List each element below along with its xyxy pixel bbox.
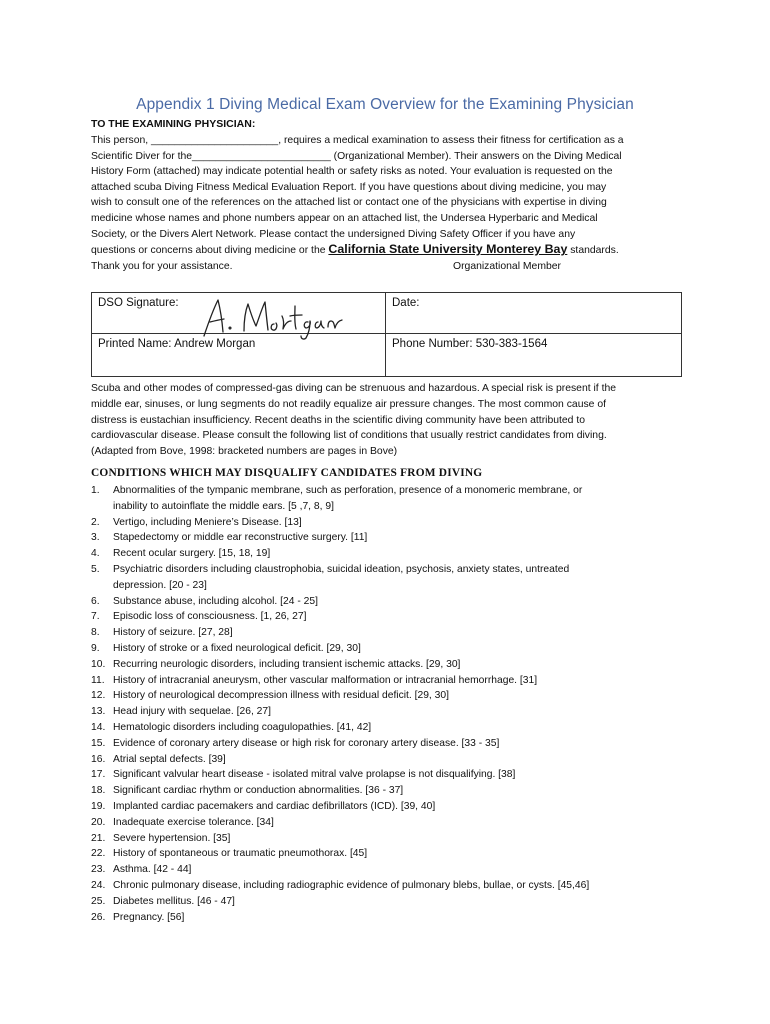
condition-number: 25. [91,895,106,907]
handwritten-signature [198,294,348,340]
condition-number: 4. [91,548,100,560]
condition-text: Pregnancy. [56] [113,911,185,923]
thank-you-text: Thank you for your assistance. [91,260,233,272]
condition-number: 12. [91,690,106,702]
intro-last-pre: questions or concerns about diving medicine or the [91,245,329,257]
condition-item [91,594,691,610]
condition-text: History of spontaneous or traumatic pneumothorax. [45] [113,848,368,860]
condition-item [91,704,691,720]
condition-text: Severe hypertension. [35] [113,832,231,844]
condition-text: Recent ocular surgery. [15, 18, 19] [113,548,271,560]
condition-item [91,752,691,768]
condition-item [91,862,691,878]
condition-text: Psychiatric disorders including claustrophobia, suicidal ideation, psychosis, anxiety states, untreated [113,563,570,575]
condition-number: 21. [91,832,106,844]
condition-number: 18. [91,785,106,797]
condition-text: Episodic loss of consciousness. [1, 26, 27] [113,611,307,623]
condition-text-continued: inability to autoinflate the middle ears. [5 ,7, 8, 9] [113,500,334,512]
intro-line: This person, ______________________, requires a medical examination to assess their fitness for certification as a [91,135,624,146]
condition-number: 15. [91,737,106,749]
condition-item [91,831,691,847]
condition-item [91,910,691,926]
printed-name: Printed Name: Andrew Morgan [98,338,256,350]
condition-text: History of neurological decompression illness with residual deficit. [29, 30] [113,690,449,702]
condition-number: 7. [91,611,100,623]
intro-paragraph [91,133,691,274]
thank-you-row [91,259,691,275]
condition-item [91,515,691,531]
condition-text: Abnormalities of the tympanic membrane, such as perforation, presence of a monomeric membrane, or [113,485,583,496]
condition-text: History of intracranial aneurysm, other vascular malformation or intracranial hemorrhage. [31] [113,674,538,686]
intro-line: wish to consult one of the references on the attached list or contact one of the physicians with expertise in diving [91,197,607,209]
risk-line: Scuba and other modes of compressed-gas diving can be strenuous and hazardous. A special risk is present if the [91,383,617,394]
condition-item [91,688,691,704]
condition-number: 17. [91,769,106,781]
condition-number: 26. [91,911,106,923]
condition-item [91,799,691,815]
condition-item [91,894,691,910]
condition-item [91,609,691,625]
risk-paragraph [91,381,691,460]
phone-number: Phone Number: 530-383-1564 [392,338,548,350]
condition-item [91,530,691,546]
intro-line: Society, or the Divers Alert Network. Please contact the undersigned Diving Safety Officer if you have any [91,228,576,240]
condition-item [91,673,691,689]
condition-number: 6. [91,595,100,607]
condition-text: Significant valvular heart disease - isolated mitral valve prolapse is not disqualifying. [38] [113,769,516,781]
intro-last-line [91,242,691,259]
condition-text: Implanted cardiac pacemakers and cardiac defibrillators (ICD). [39, 40] [113,800,436,812]
condition-number: 2. [91,516,100,528]
condition-item [91,878,691,894]
condition-item [91,657,691,673]
dso-signature-label: DSO Signature: [98,297,179,309]
conditions-list [91,483,691,925]
condition-number: 23. [91,864,106,876]
condition-item [91,720,691,736]
intro-line: attached scuba Diving Fitness Medical Evaluation Report. If you have questions about diving medicine, you may [91,181,607,193]
condition-text: Significant cardiac rhythm or conduction abnormalities. [36 - 37] [113,785,404,797]
condition-text: Recurring neurologic disorders, including transient ischemic attacks. [29, 30] [113,658,461,670]
condition-item [91,767,691,783]
condition-text: Chronic pulmonary disease, including radiographic evidence of pulmonary blebs, bullae, or cysts. [45,46] [113,879,590,891]
condition-text: Inadequate exercise tolerance. [34] [113,816,274,828]
condition-number: 16. [91,753,106,765]
condition-item [91,641,691,657]
condition-text: Vertigo, including Meniere’s Disease. [13] [113,516,302,528]
condition-item [91,546,691,562]
org-member-label: Organizational Member [453,260,561,272]
condition-item [91,625,691,641]
condition-number: 14. [91,721,106,733]
condition-number: 8. [91,627,100,639]
condition-text: Substance abuse, including alcohol. [24 - 25] [113,595,318,607]
intro-line: History Form (attached) may indicate potential health or safety risks as noted. Your evaluation is requested on the [91,166,613,178]
date-label: Date: [392,297,420,309]
intro-last-post: standards. [567,245,619,257]
condition-text: Hematologic disorders including coagulopathies. [41, 42] [113,721,372,733]
condition-text: History of seizure. [27, 28] [113,627,233,639]
signature-table [91,292,682,377]
condition-number: 10. [91,658,106,670]
risk-line: cardiovascular disease. Please consult the following list of conditions that usually restrict candidates from diving. [91,430,607,442]
condition-number: 9. [91,642,100,654]
condition-text: Diabetes mellitus. [46 - 47] [113,895,235,907]
condition-item [91,483,691,515]
condition-text-continued: depression. [20 - 23] [113,579,207,591]
condition-number: 19. [91,800,106,812]
condition-number: 11. [91,674,105,686]
risk-line: distress is eustachian insufficiency. Recent deaths in the scientific diving community have been attributed to [91,414,586,426]
condition-number: 20. [91,816,106,828]
condition-text: History of stroke or a fixed neurological deficit. [29, 30] [113,642,361,654]
condition-number: 1. [91,485,100,496]
condition-number: 3. [91,532,100,544]
condition-text: Stapedectomy or middle ear reconstructive surgery. [11] [113,532,368,544]
condition-number: 22. [91,848,106,860]
date-cell [386,293,682,334]
conditions-heading: CONDITIONS WHICH MAY DISQUALIFY CANDIDATES FROM DIVING [91,467,483,479]
risk-line: (Adapted from Bove, 1998: bracketed numbers are pages in Bove) [91,446,398,458]
condition-text: Evidence of coronary artery disease or high risk for coronary artery disease. [33 - 35] [113,737,500,749]
condition-item [91,815,691,831]
phone-cell [386,334,682,377]
condition-text: Asthma. [42 - 44] [113,864,192,876]
intro-line: medicine whose names and phone numbers appear on an attached list, the Undersea Hyperbaric and Medical [91,212,598,224]
addressee-heading: TO THE EXAMINING PHYSICIAN: [91,118,256,130]
condition-number: 13. [91,706,106,718]
condition-text: Head injury with sequelae. [26, 27] [113,706,271,718]
condition-item [91,846,691,862]
document-title: Appendix 1 Diving Medical Exam Overview for the Examining Physician [136,96,634,113]
condition-item [91,562,691,594]
condition-item [91,736,691,752]
dso-signature-cell [92,293,386,334]
intro-line: Scientific Diver for the________________________ (Organizational Member). Their answers on the Diving Medical [91,150,622,162]
organization-name: California State University Monterey Bay [328,242,568,257]
condition-number: 5. [91,563,100,575]
condition-item [91,783,691,799]
condition-text: Atrial septal defects. [39] [113,753,226,765]
condition-number: 24. [91,879,106,891]
risk-line: middle ear, sinuses, or lung segments do not readily equalize air pressure changes. The most common cause of [91,398,606,410]
